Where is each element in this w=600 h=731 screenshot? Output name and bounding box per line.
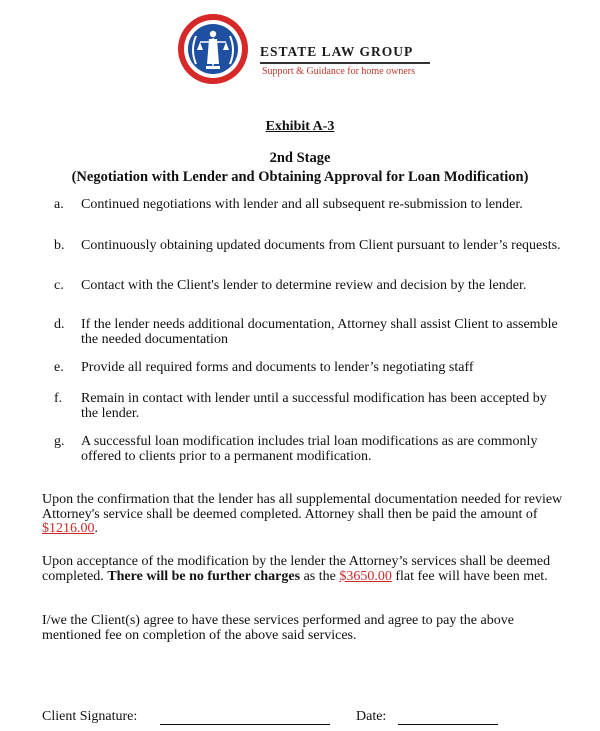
no-further-charges-text: There will be no further charges xyxy=(107,568,301,584)
list-letter: a. xyxy=(54,197,64,212)
list-text: Contact with the Client's lender to determine review and decision by the lender. xyxy=(81,278,527,293)
list-item xyxy=(54,361,564,392)
brand-tagline: Support & Guidance for home owners xyxy=(262,66,416,77)
letterhead xyxy=(176,12,446,82)
list-text: A successful loan modification includes trial loan modifications as are commonly offered to clients prior to a permanent modification. xyxy=(81,434,538,464)
flat-fee-amount: $3650.00 xyxy=(339,568,392,584)
list-item xyxy=(54,198,564,239)
list-text: Continuously obtaining updated documents from Client pursuant to lender’s requests. xyxy=(81,238,561,253)
acceptance-text-c: flat fee will have been met. xyxy=(395,568,548,584)
stage-subtitle: (Negotiation with Lender and Obtaining Approval for Loan Modification) xyxy=(71,169,529,185)
client-signature-label: Client Signature: xyxy=(42,709,138,724)
list-letter: e. xyxy=(54,360,64,375)
list-item xyxy=(54,318,564,361)
list-letter: f. xyxy=(54,391,63,406)
list-letter: b. xyxy=(54,238,65,253)
acceptance-paragraph xyxy=(42,555,572,584)
list-item xyxy=(54,435,564,464)
acceptance-text-b: as the xyxy=(303,568,336,584)
completion-paragraph xyxy=(42,493,572,537)
stage-heading: 2nd Stage xyxy=(269,150,331,166)
exhibit-title: Exhibit A-3 xyxy=(265,119,335,134)
list-item xyxy=(54,392,564,435)
list-text: Continued negotiations with lender and all subsequent re-submission to lender. xyxy=(81,197,523,212)
date-label: Date: xyxy=(356,709,387,724)
stage-fee-amount: $1216.00 xyxy=(42,521,95,536)
completion-text: Upon the confirmation that the lender has all supplemental documentation needed for review Attorney's service shall be deemed completed. Attorney shall then be paid the amount of xyxy=(42,492,563,522)
brand-name: ESTATE LAW GROUP xyxy=(260,44,414,59)
date-line[interactable] xyxy=(398,724,498,725)
list-text: If the lender needs additional documentation, Attorney shall assist Client to assemble the needed documentation xyxy=(81,317,558,347)
list-item xyxy=(54,279,564,318)
list-letter: d. xyxy=(54,317,65,332)
list-letter: g. xyxy=(54,434,65,449)
list-text: Provide all required forms and documents to lender’s negotiating staff xyxy=(81,360,474,375)
scales-of-justice-seal-icon xyxy=(176,12,250,86)
list-letter: c. xyxy=(54,278,64,293)
brand-divider xyxy=(260,62,430,64)
agreement-paragraph: I/we the Client(s) agree to have these services performed and agree to pay the above mentioned fee on completion of the above said services. xyxy=(42,613,514,643)
list-text: Remain in contact with lender until a successful modification has been accepted by the lender. xyxy=(81,391,547,421)
acceptance-text: Upon acceptance of the modification by the lender the Attorney’s services shall be deemed completed. xyxy=(42,554,551,584)
client-signature-line[interactable] xyxy=(160,724,330,725)
list-item xyxy=(54,239,564,279)
completion-period: . xyxy=(94,521,98,536)
task-list xyxy=(54,198,564,464)
